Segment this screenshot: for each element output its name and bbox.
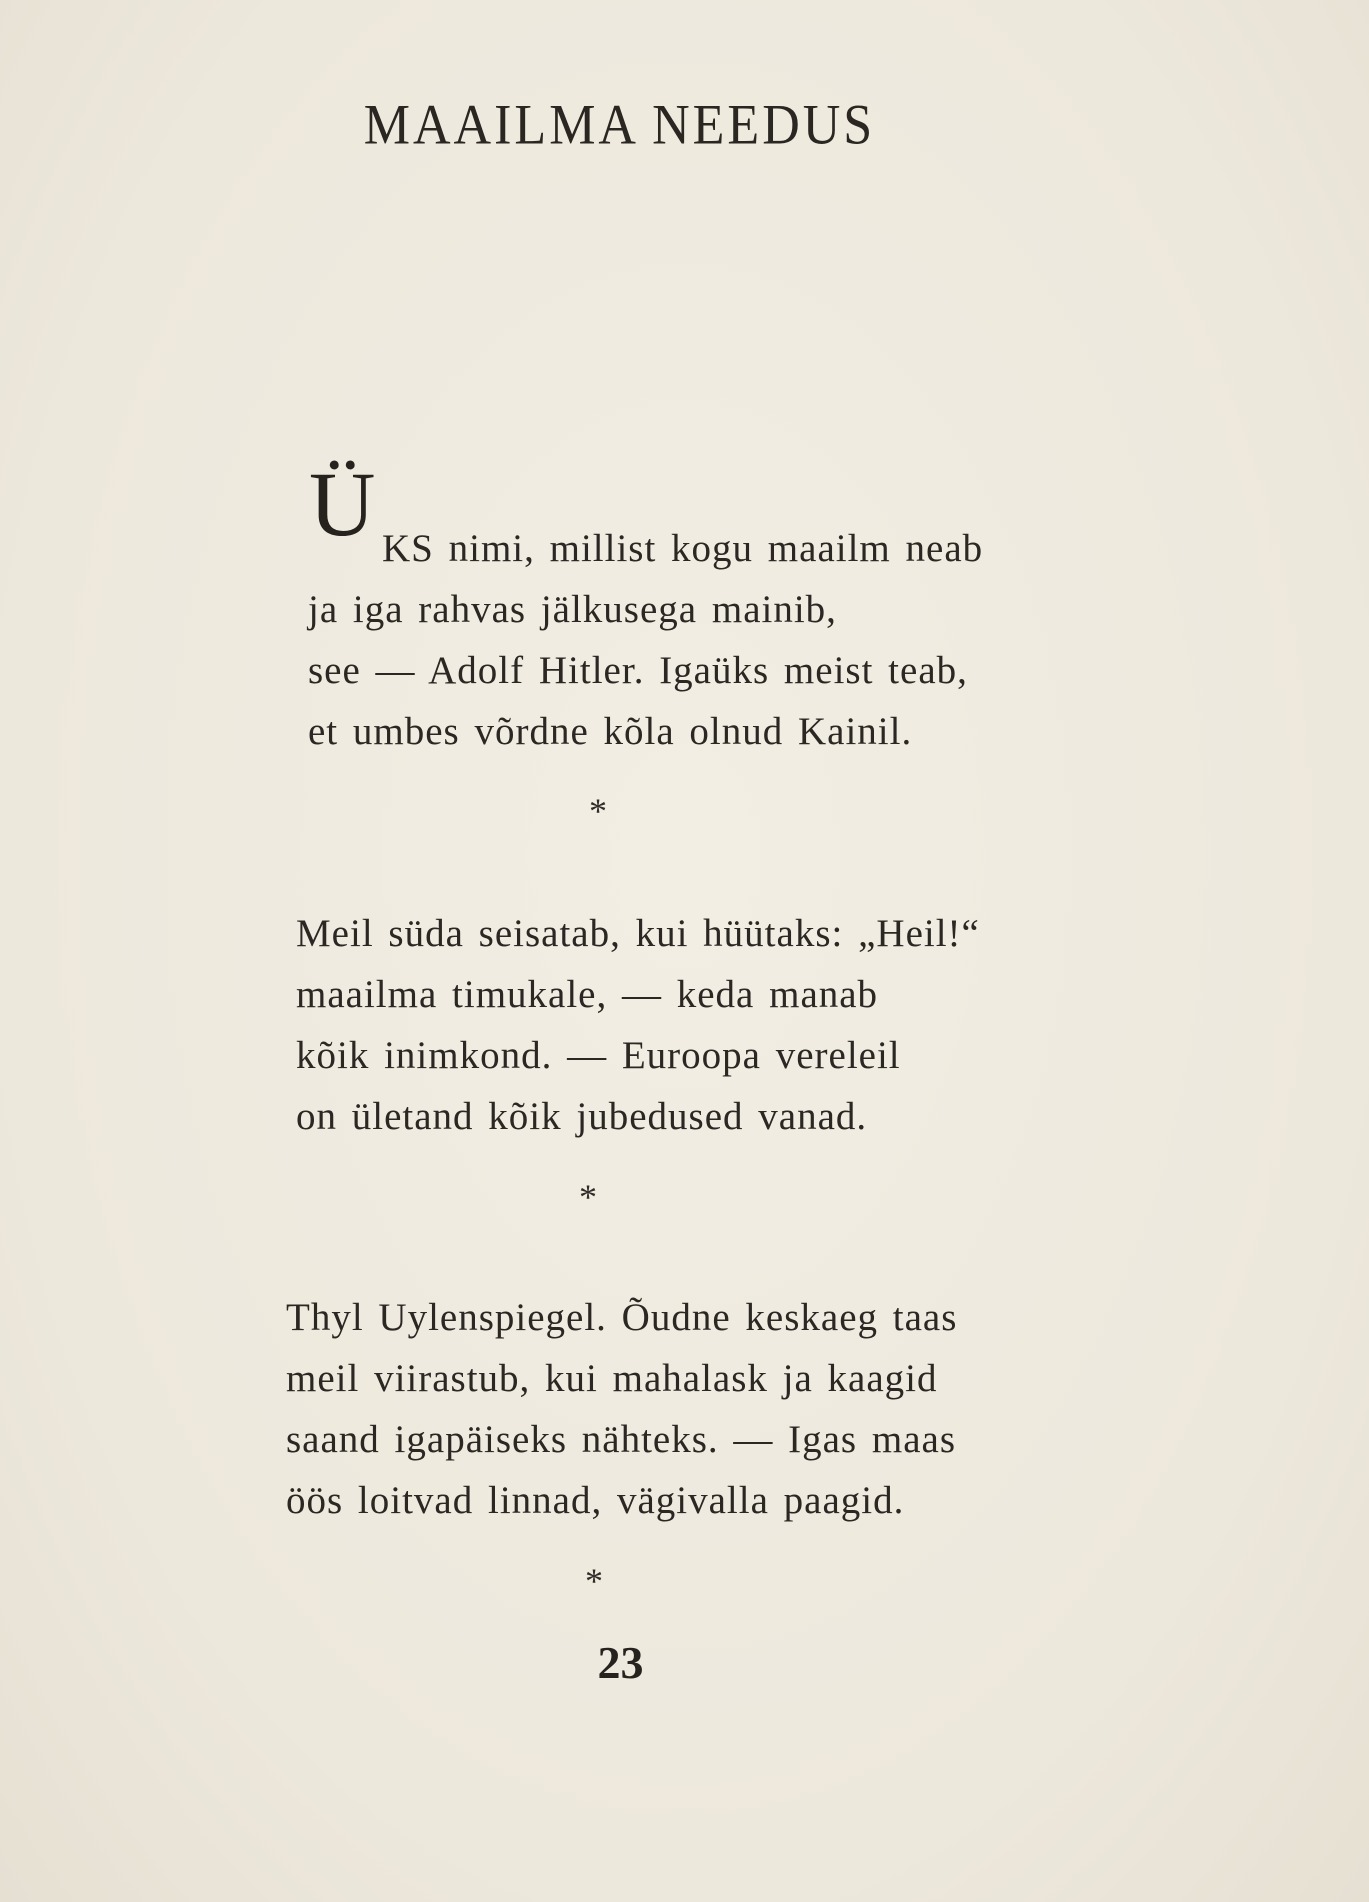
poem-title: MAAILMA NEEDUS — [363, 94, 876, 157]
stanza-1 — [308, 518, 983, 762]
stanza-line: ja iga rahvas jälkusega mainib, — [308, 588, 837, 631]
stanza-line: Meil süda seisatab, kui hüütaks: „Heil!“ — [296, 912, 980, 955]
stanza-line: saand igapäiseks nähteks. — Igas maas — [286, 1418, 956, 1461]
stanza-2 — [296, 903, 980, 1147]
drop-cap: Ü — [309, 453, 376, 555]
stanza-separator: * — [585, 1561, 603, 1601]
stanza-separator: * — [579, 1177, 597, 1217]
stanza-line: maailma timukale, — keda manab — [296, 973, 879, 1016]
stanza-line: KS nimi, millist kogu maailm neab — [382, 527, 984, 570]
stanza-line: öös loitvad linnad, vägivalla paagid. — [286, 1479, 905, 1522]
stanza-line: meil viirastub, kui mahalask ja kaagid — [286, 1357, 938, 1400]
stanza-3 — [286, 1287, 957, 1531]
stanza-line: kõik inimkond. — Euroopa vereleil — [296, 1034, 901, 1077]
stanza-line: et umbes võrdne kõla olnud Kainil. — [308, 710, 913, 753]
stanza-line: on ületand kõik jubedused vanad. — [296, 1095, 868, 1138]
stanza-separator: * — [589, 791, 607, 831]
stanza-line: see — Adolf Hitler. Igaüks meist teab, — [308, 649, 968, 692]
stanza-line: Thyl Uylenspiegel. Õudne keskaeg taas — [286, 1296, 958, 1339]
page-number: 23 — [597, 1637, 644, 1688]
